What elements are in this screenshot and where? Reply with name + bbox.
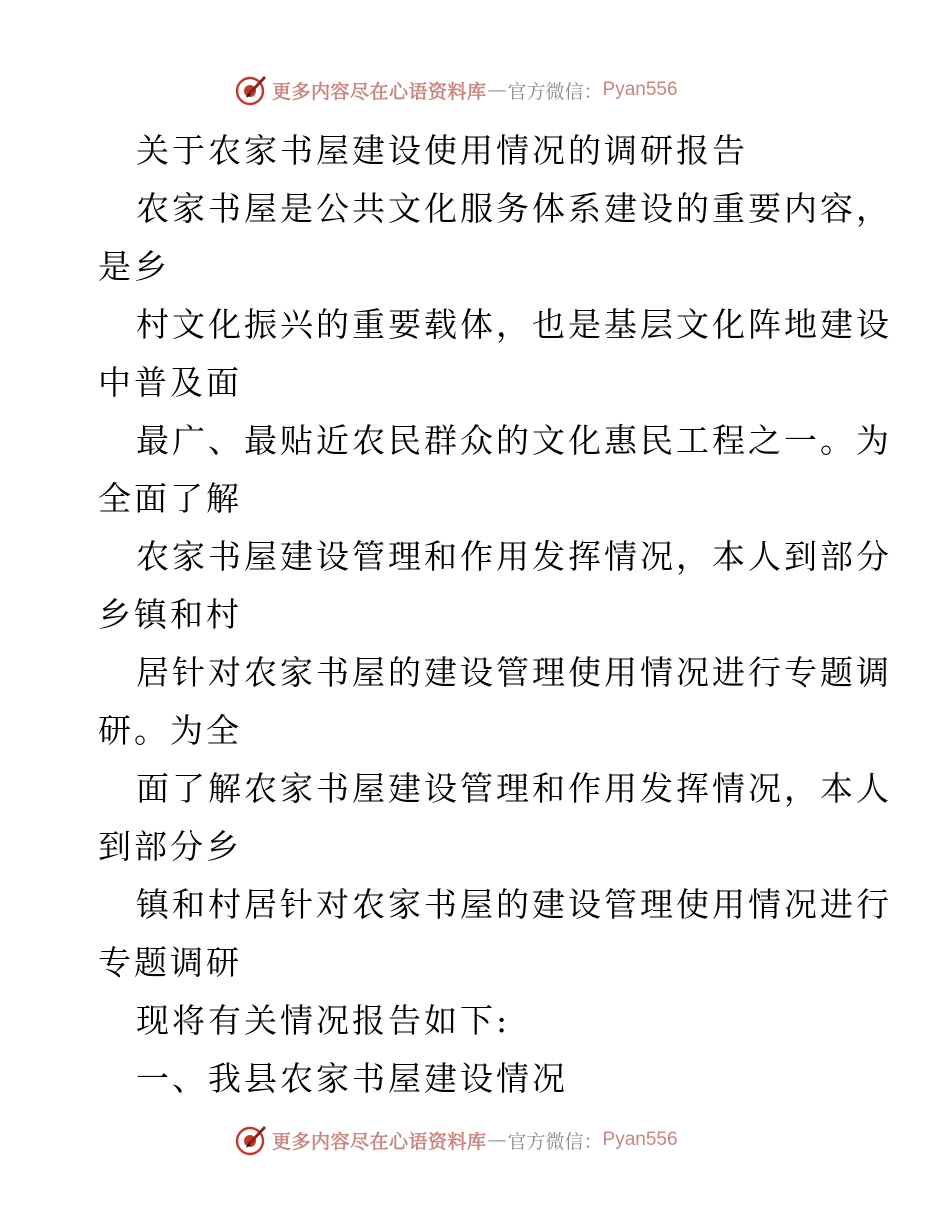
section-heading: 一、我县农家书屋建设情况 <box>136 1059 568 1098</box>
text-line: 是乡 <box>98 247 170 286</box>
text-line: 农家书屋是公共文化服务体系建设的重要内容， <box>136 189 892 228</box>
text-line: 中普及面 <box>98 363 242 402</box>
text-line: 镇和村居针对农家书屋的建设管理使用情况进行 <box>136 885 892 924</box>
watermark-dash: — <box>487 79 507 101</box>
quill-pen-seal-icon <box>234 73 268 107</box>
text-line: 全面了解 <box>98 479 242 518</box>
text-line: 现将有关情况报告如下: <box>136 1001 511 1040</box>
text-line: 居针对农家书屋的建设管理使用情况进行专题调 <box>136 653 892 692</box>
watermark-wechat-id: Pyan556 <box>602 79 678 100</box>
watermark-banner-bottom <box>234 1122 678 1158</box>
watermark-dash: — <box>487 1129 507 1151</box>
text-line: 最广、最贴近农民群众的文化惠民工程之一。为 <box>136 421 892 460</box>
watermark-main-text: 更多内容尽在心语资料库 <box>272 80 487 103</box>
quill-pen-seal-icon <box>234 1123 268 1157</box>
watermark-wechat-id: Pyan556 <box>602 1129 678 1150</box>
watermark-main-text: 更多内容尽在心语资料库 <box>272 1130 487 1153</box>
text-line: 专题调研 <box>98 943 242 982</box>
text-line: 农家书屋建设管理和作用发挥情况，本人到部分 <box>136 537 892 576</box>
watermark-wechat-label: 官方微信： <box>507 1130 603 1153</box>
watermark-wechat-label: 官方微信： <box>507 80 603 103</box>
document-body <box>98 122 892 1108</box>
watermark-banner-top <box>234 72 678 108</box>
text-line: 到部分乡 <box>98 827 242 866</box>
text-line: 面了解农家书屋建设管理和作用发挥情况，本人 <box>136 769 892 808</box>
text-line: 乡镇和村 <box>98 595 242 634</box>
text-line: 村文化振兴的重要载体，也是基层文化阵地建设 <box>136 305 892 344</box>
text-line: 研。为全 <box>98 711 242 750</box>
document-title: 关于农家书屋建设使用情况的调研报告 <box>136 131 748 170</box>
